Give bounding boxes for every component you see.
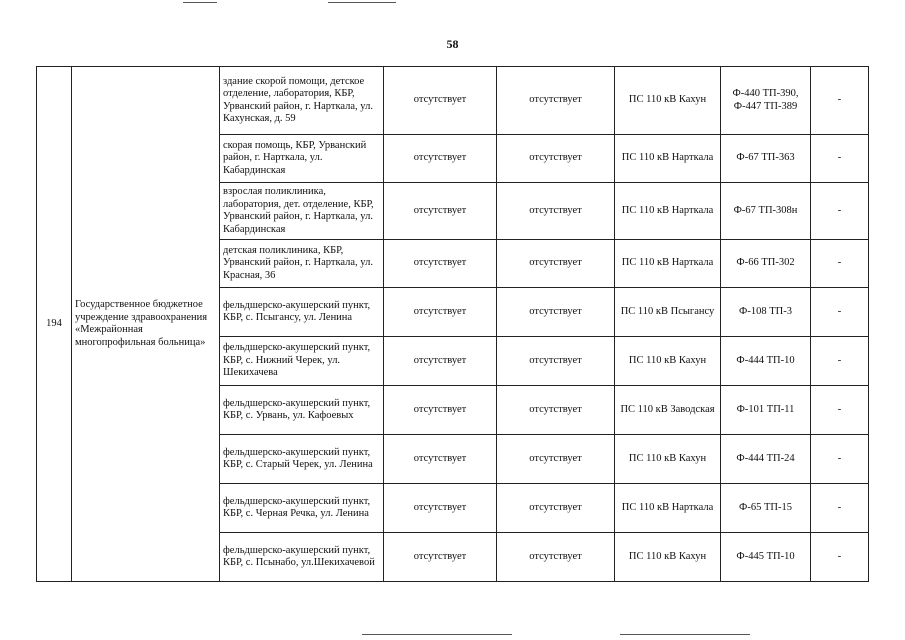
substation-cell: ПС 110 кВ Кахун	[615, 435, 721, 484]
scan-artifact-top-right	[328, 2, 396, 3]
note-cell: -	[811, 533, 869, 582]
object-address: фельдшерско-акушерский пункт, КБР, с. Нижний Черек, ул. Шекихачева	[220, 337, 384, 386]
feeder-cell: Ф-445 ТП-10	[721, 533, 811, 582]
table-row	[37, 67, 869, 135]
status-cell: отсутствует	[497, 135, 615, 183]
note-cell: -	[811, 67, 869, 135]
status-cell: отсутствует	[384, 135, 497, 183]
feeder-cell: Ф-65 ТП-15	[721, 484, 811, 533]
status-cell: отсутствует	[384, 183, 497, 240]
record-number: 194	[37, 67, 72, 582]
status-cell: отсутствует	[497, 183, 615, 240]
feeder-cell: Ф-101 ТП-11	[721, 386, 811, 435]
substation-cell: ПС 110 кВ Кахун	[615, 67, 721, 135]
note-cell: -	[811, 484, 869, 533]
note-cell: -	[811, 183, 869, 240]
organization-name: Государственное бюджетное учреждение здравоохранения «Межрайонная многопрофильная больница»	[72, 67, 220, 582]
substation-cell: ПС 110 кВ Нарткала	[615, 484, 721, 533]
object-address: фельдшерско-акушерский пункт, КБР, с. Псыгансу, ул. Ленина	[220, 288, 384, 337]
status-cell: отсутствует	[384, 337, 497, 386]
status-cell: отсутствует	[384, 435, 497, 484]
scan-artifact-bottom-1	[362, 634, 512, 635]
status-cell: отсутствует	[497, 386, 615, 435]
object-address: фельдшерско-акушерский пункт, КБР, с. Псынабо, ул.Шекихачевой	[220, 533, 384, 582]
status-cell: отсутствует	[384, 240, 497, 288]
feeder-cell: Ф-67 ТП-363	[721, 135, 811, 183]
substation-cell: ПС 110 кВ Заводская	[615, 386, 721, 435]
note-cell: -	[811, 135, 869, 183]
status-cell: отсутствует	[384, 484, 497, 533]
object-address: фельдшерско-акушерский пункт, КБР, с. Старый Черек, ул. Ленина	[220, 435, 384, 484]
feeder-cell: Ф-444 ТП-10	[721, 337, 811, 386]
status-cell: отсутствует	[497, 484, 615, 533]
feeder-cell: Ф-108 ТП-3	[721, 288, 811, 337]
status-cell: отсутствует	[497, 533, 615, 582]
substation-cell: ПС 110 кВ Кахун	[615, 337, 721, 386]
table-body	[37, 67, 869, 582]
status-cell: отсутствует	[497, 337, 615, 386]
status-cell: отсутствует	[384, 288, 497, 337]
note-cell: -	[811, 435, 869, 484]
feeder-cell: Ф-440 ТП-390, Ф-447 ТП-389	[721, 67, 811, 135]
scan-artifact-bottom-2	[620, 634, 750, 635]
status-cell: отсутствует	[497, 240, 615, 288]
substation-cell: ПС 110 кВ Нарткала	[615, 240, 721, 288]
scan-artifact-top-left	[183, 2, 217, 3]
facilities-table	[36, 66, 869, 582]
object-address: взрослая поликлиника, лаборатория, дет. отделение, КБР, Урванский район, г. Нарткала, ул. Кабардинская	[220, 183, 384, 240]
page-number: 58	[446, 37, 459, 51]
feeder-cell: Ф-66 ТП-302	[721, 240, 811, 288]
status-cell: отсутствует	[497, 435, 615, 484]
substation-cell: ПС 110 кВ Псыгансу	[615, 288, 721, 337]
object-address: скорая помощь, КБР, Урванский район, г. Нарткала, ул. Кабардинская	[220, 135, 384, 183]
status-cell: отсутствует	[384, 533, 497, 582]
note-cell: -	[811, 337, 869, 386]
feeder-cell: Ф-67 ТП-308н	[721, 183, 811, 240]
object-address: фельдшерско-акушерский пункт, КБР, с. Черная Речка, ул. Ленина	[220, 484, 384, 533]
substation-cell: ПС 110 кВ Нарткала	[615, 183, 721, 240]
object-address: детская поликлиника, КБР, Урванский район, г. Нарткала, ул. Красная, 36	[220, 240, 384, 288]
status-cell: отсутствует	[384, 67, 497, 135]
note-cell: -	[811, 240, 869, 288]
status-cell: отсутствует	[384, 386, 497, 435]
object-address: фельдшерско-акушерский пункт, КБР, с. Урвань, ул. Кафоевых	[220, 386, 384, 435]
note-cell: -	[811, 288, 869, 337]
substation-cell: ПС 110 кВ Кахун	[615, 533, 721, 582]
status-cell: отсутствует	[497, 67, 615, 135]
object-address: здание скорой помощи, детское отделение, лаборатория, КБР, Урванский район, г. Нарткала, ул. Кахунская, д. 59	[220, 67, 384, 135]
feeder-cell: Ф-444 ТП-24	[721, 435, 811, 484]
status-cell: отсутствует	[497, 288, 615, 337]
note-cell: -	[811, 386, 869, 435]
substation-cell: ПС 110 кВ Нарткала	[615, 135, 721, 183]
